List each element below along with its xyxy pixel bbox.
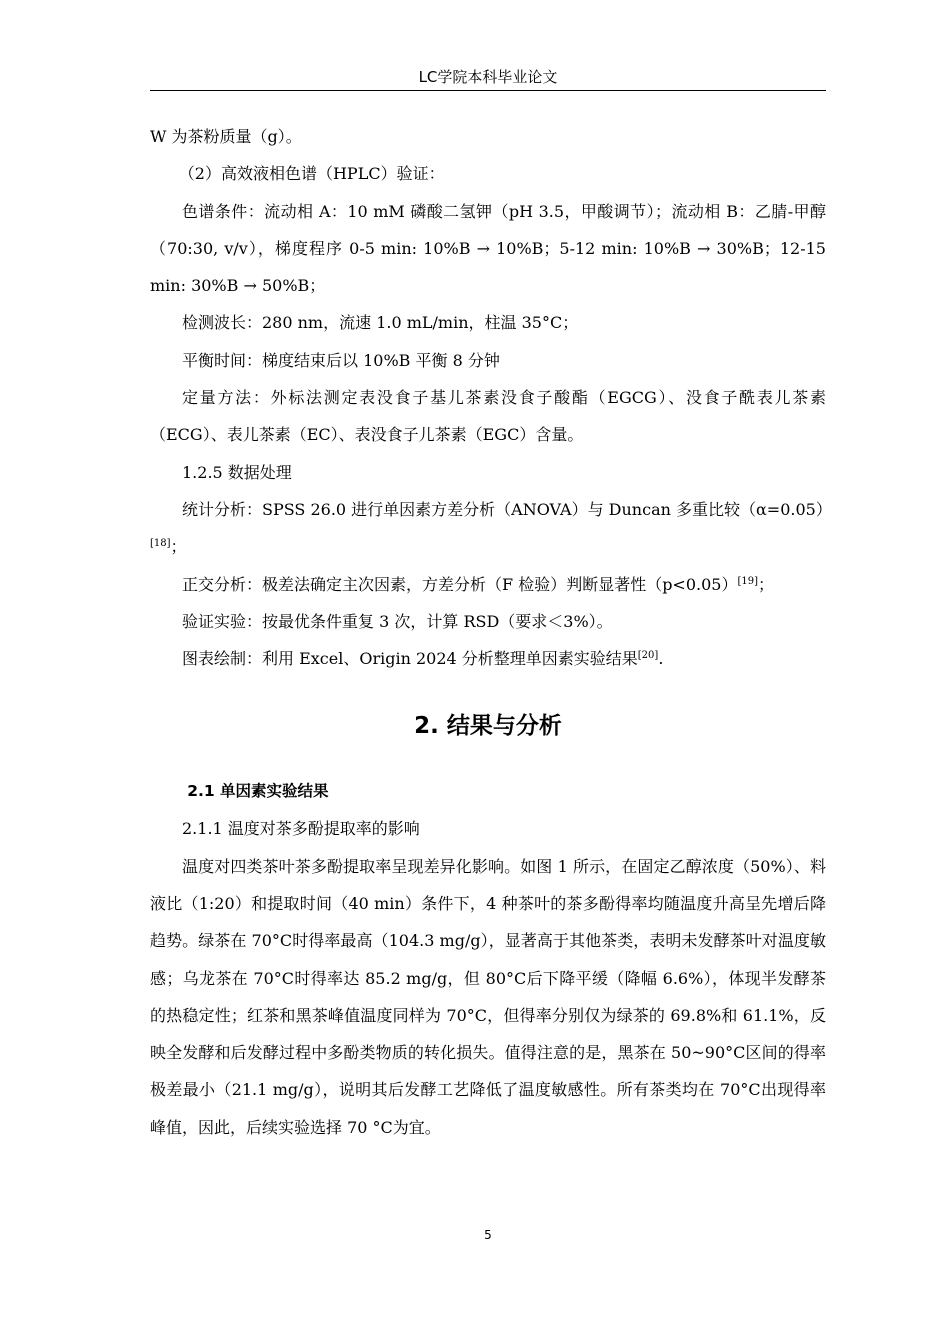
hplc-heading: （2）高效液相色谱（HPLC）验证： — [178, 164, 445, 184]
citation-20: [20] — [637, 650, 659, 662]
page-body — [150, 118, 832, 1146]
verification-experiment: 验证实验：按最优条件重复 3 次，计算 RSD（要求＜3%）。 — [182, 611, 613, 631]
subsubsection-title: 2.1.1 温度对茶多酚提取率的影响 — [182, 819, 420, 839]
data-processing-heading: 1.2.5 数据处理 — [182, 462, 292, 482]
chromatography-conditions: 色谱条件：流动相 A：10 mM 磷酸二氢钾（pH 3.5，甲酸调节）；流动相 B：乙腈-甲醇（70:30, v/v），梯度程序 0-5 min: 10%B → 10%B；5-12 min: 10%B → 30%B；12-15 min: 30%B → 50%B； — [150, 201, 826, 296]
page-number: 5 — [484, 1228, 492, 1242]
ortho-end: ； — [758, 574, 775, 594]
plot-text: 图表绘制：利用 Excel、Origin 2024 分析整理单因素实验结果 — [182, 649, 638, 669]
ortho-text: 正交分析：极差法确定主次因素，方差分析（F 检验）判断显著性（p<0.05） — [182, 574, 738, 594]
statistical-analysis — [150, 491, 832, 566]
quantification-method: 定量方法：外标法测定表没食子基儿茶素没食子酸酯（EGCG）、没食子酰表儿茶素（ECG）、表儿茶素（EC）、表没食子儿茶素（EGC）含量。 — [150, 388, 826, 445]
section-title: 2. 结果与分析 — [414, 713, 562, 740]
running-header: LC学院本科毕业论文 — [418, 68, 558, 86]
stats-end: ； — [170, 537, 187, 557]
chart-drawing — [150, 640, 826, 677]
header-divider — [150, 90, 826, 91]
detection-params: 检测波长：280 nm，流速 1.0 mL/min，柱温 35°C； — [182, 313, 579, 333]
orthogonal-analysis — [150, 566, 826, 603]
balance-time: 平衡时间：梯度结束后以 10%B 平衡 8 分钟 — [182, 350, 500, 370]
citation-19: [19] — [737, 575, 758, 587]
plot-end: . — [658, 649, 664, 669]
stats-text: 统计分析：SPSS 26.0 进行单因素方差分析（ANOVA）与 Duncan 多重比较（α=0.05） — [182, 499, 832, 519]
temperature-effect-paragraph: 温度对四类茶叶茶多酚提取率呈现差异化影响。如图 1 所示，在固定乙醇浓度（50%）、料液比（1:20）和提取时间（40 min）条件下，4 种茶叶的茶多酚得率均随温度升高呈先增后降趋势。绿茶在 70°C时得率最高（104.3 mg/g），显著高于其他茶类，表明未发酵茶叶对温度敏感；乌龙茶在 70°C时得率达 85.2 mg/g，但 80°C后下降平缓（降幅 6.6%），体现半发酵茶的热稳定性；红茶和黑茶峰值温度同样为 70°C，但得率分别仅为绿茶的 69.8%和 61.1%，反映全发酵和后发酵过程中多酚类物质的转化损失。值得注意的是，黑茶在 50~90°C区间的得率极差最小（21.1 mg/g），说明其后发酵工艺降低了温度敏感性。所有茶类均在 70°C出现得率峰值，因此，后续实验选择 70 °C为宜。 — [150, 856, 826, 1137]
subsection-title: 2.1 单因素实验结果 — [187, 782, 329, 801]
citation-18: [18] — [150, 538, 171, 550]
w-description: W 为茶粉质量（g）。 — [150, 127, 302, 146]
